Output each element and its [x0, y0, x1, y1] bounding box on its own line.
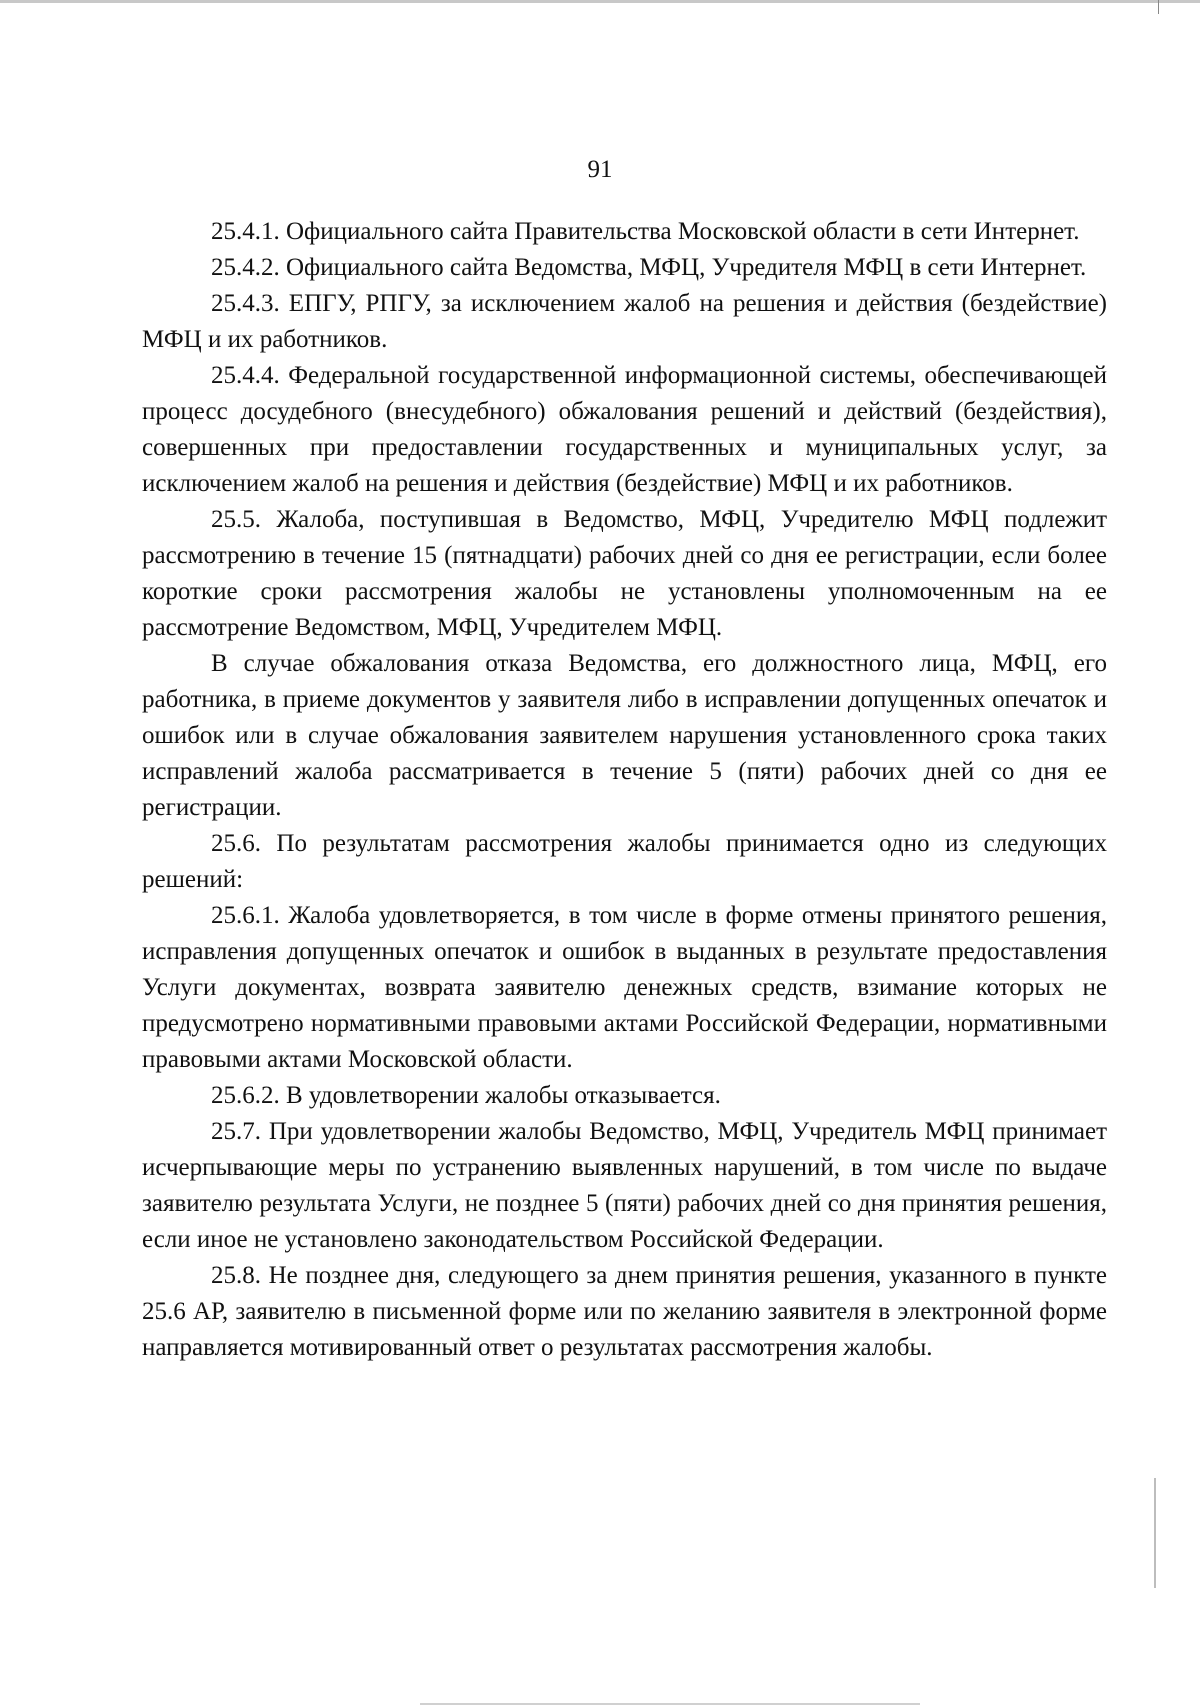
paragraph-25-4-4: 25.4.4. Федеральной государственной информационной системы, обеспечивающей процесс досудебного (внесудебного) обжалования решений и действий (бездействия), совершенных при предоставлении государственных и муниципальных услуг, за исключением жалоб на решения и действия (бездействие) МФЦ и их работников. [142, 362, 1107, 497]
paragraph-25-5-continued: В случае обжалования отказа Ведомства, его должностного лица, МФЦ, его работника, в приеме документов у заявителя либо в исправлении допущенных опечаток и ошибок или в случае обжалования заявителем нарушения установленного срока таких исправлений жалоба рассматривается в течение 5 (пяти) рабочих дней со дня ее регистрации. [142, 650, 1107, 821]
scan-artifact-line [1154, 1478, 1156, 1588]
paragraph-25-6-1: 25.6.1. Жалоба удовлетворяется, в том числе в форме отмены принятого решения, исправления допущенных опечаток и ошибок в выданных в результате предоставления Услуги документах, возврата заявителю денежных средств, взимание которых не предусмотрено нормативными правовыми актами Российской Федерации, нормативными правовыми актами Московской области. [142, 902, 1107, 1073]
paragraph-25-6-2: 25.6.2. В удовлетворении жалобы отказывается. [211, 1082, 721, 1109]
paragraph-25-4-2: 25.4.2. Официального сайта Ведомства, МФЦ, Учредителя МФЦ в сети Интернет. [211, 254, 1087, 281]
document-body [142, 214, 1107, 1366]
paragraph-25-8: 25.8. Не позднее дня, следующего за днем принятия решения, указанного в пункте 25.6 АР, заявителю в письменной форме или по желанию заявителя в электронной форме направляется мотивированный ответ о результатах рассмотрения жалобы. [142, 1262, 1107, 1361]
paragraph-25-4-1: 25.4.1. Официального сайта Правительства Московской области в сети Интернет. [211, 218, 1080, 245]
paragraph-25-4-3: 25.4.3. ЕПГУ, РПГУ, за исключением жалоб на решения и действия (бездействие) МФЦ и их работников. [142, 290, 1107, 353]
paragraph-25-5: 25.5. Жалоба, поступившая в Ведомство, МФЦ, Учредителю МФЦ подлежит рассмотрению в течение 15 (пятнадцати) рабочих дней со дня ее регистрации, если более короткие сроки рассмотрения жалобы не установлены уполномоченным на ее рассмотрение Ведомством, МФЦ, Учредителем МФЦ. [142, 506, 1107, 641]
paragraph-25-7: 25.7. При удовлетворении жалобы Ведомство, МФЦ, Учредитель МФЦ принимает исчерпывающие меры по устранению выявленных нарушений, в том числе по выдаче заявителю результата Услуги, не позднее 5 (пяти) рабочих дней со дня принятия решения, если иное не установлено законодательством Российской Федерации. [142, 1118, 1107, 1253]
scan-edge-top [0, 0, 1200, 3]
page-number: 91 [587, 156, 613, 183]
paragraph-25-6: 25.6. По результатам рассмотрения жалобы принимается одно из следующих решений: [142, 830, 1107, 893]
scan-edge-mark [1158, 0, 1159, 14]
